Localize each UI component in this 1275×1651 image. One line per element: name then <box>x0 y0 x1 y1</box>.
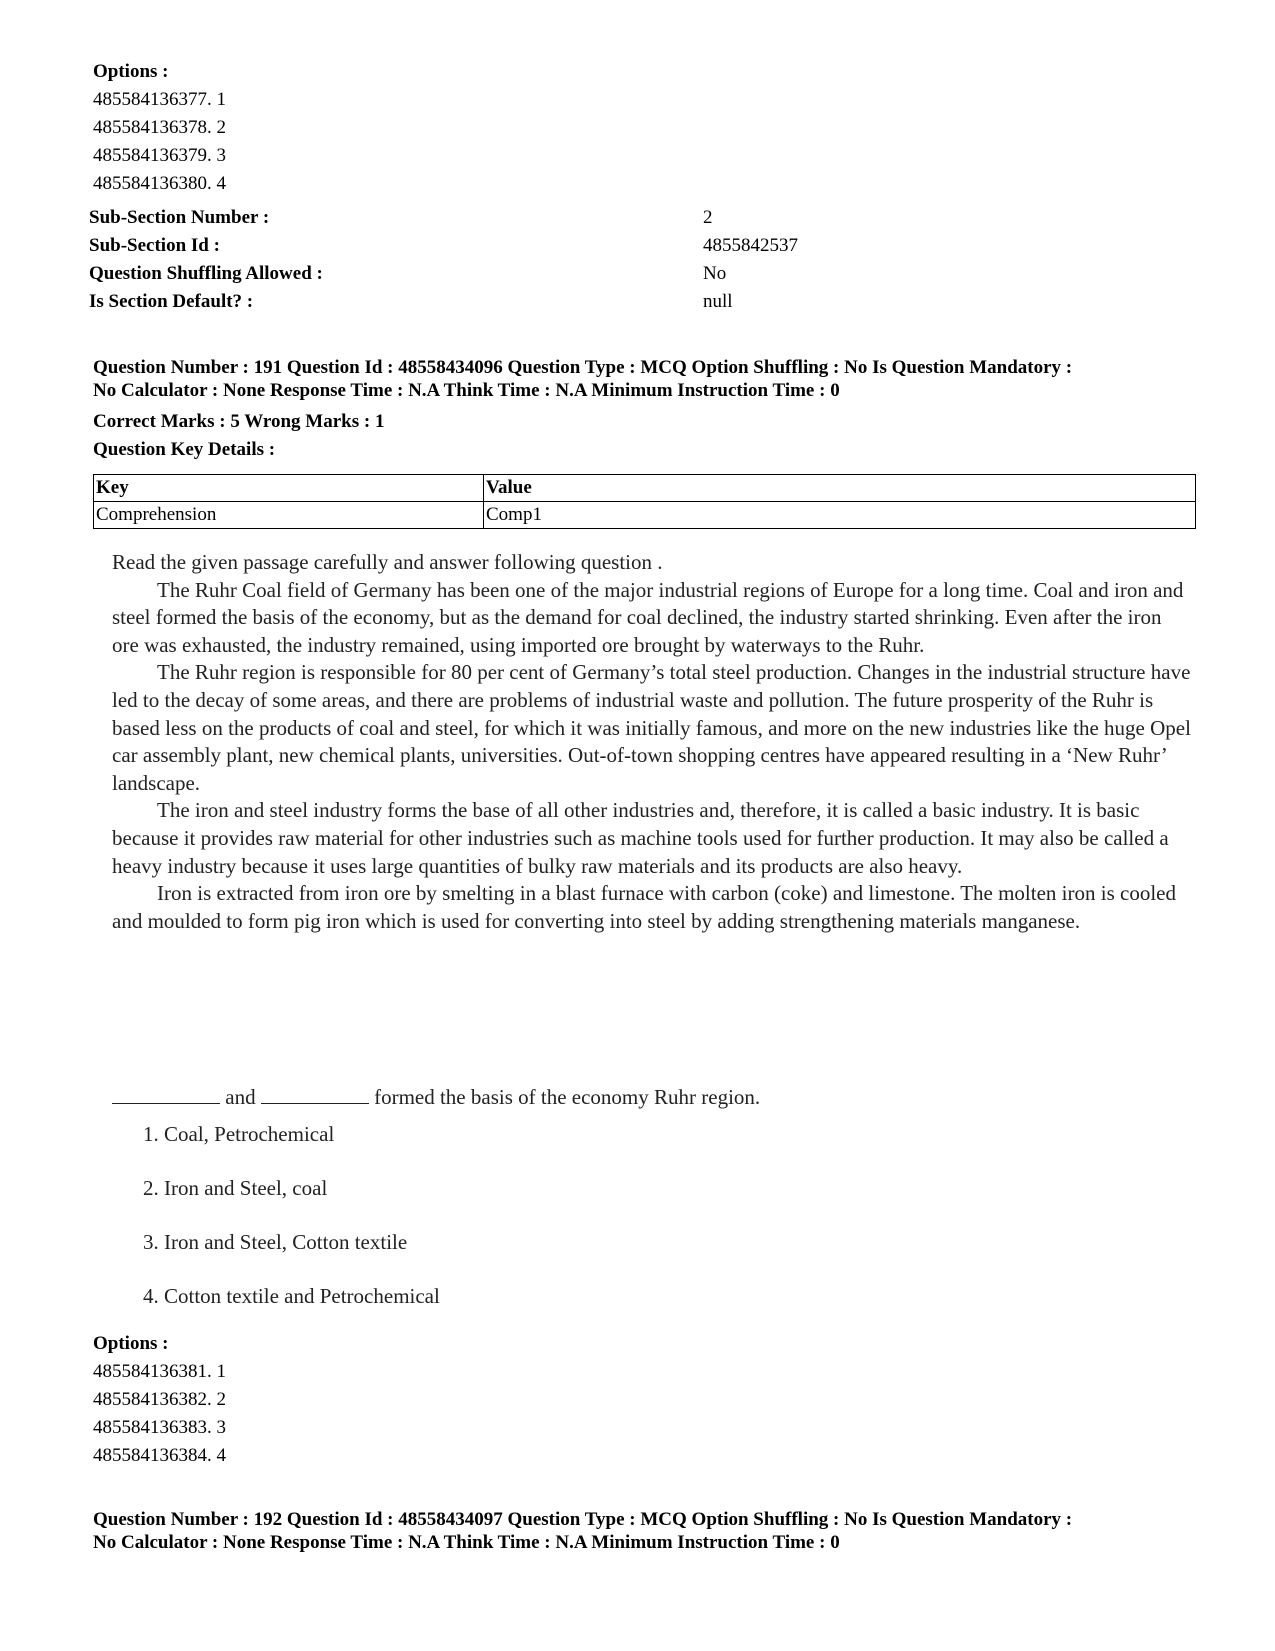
question-stem-mid: and <box>225 1085 256 1109</box>
answer-choice: 3. Iron and Steel, Cotton textile <box>143 1230 408 1254</box>
options-list <box>93 1358 226 1470</box>
table-header-row <box>94 475 1196 502</box>
answer-choice: 1. Coal, Petrochemical <box>143 1122 335 1146</box>
passage-paragraph: The Ruhr Coal field of Germany has been one of the major industrial regions of Europe for a long time. Coal and iron and steel formed the basis of the economy, but as the demand for coal declined, the industry started shrinking. Even after the iron ore was exhausted, the industry remained, using imported ore brought by waterways to the Ruhr. <box>112 577 1184 657</box>
subsection-info <box>89 207 1089 322</box>
table-row <box>94 502 1196 529</box>
field-value: No <box>703 263 727 284</box>
table-header-key: Key <box>94 475 484 502</box>
passage-intro: Read the given passage carefully and answer following question . <box>112 550 663 574</box>
field-value: 4855842537 <box>703 235 798 256</box>
option-item: 485584136380. 4 <box>93 173 226 194</box>
option-item: 485584136382. 2 <box>93 1389 226 1410</box>
option-item: 485584136384. 4 <box>93 1445 226 1466</box>
option-item: 485584136381. 1 <box>93 1361 226 1382</box>
blank-1 <box>112 1087 220 1104</box>
options-heading: Options : <box>93 61 169 82</box>
question-header-line2: No Calculator : None Response Time : N.A Think Time : N.A Minimum Instruction Time : 0 <box>93 1532 840 1553</box>
field-label: Sub-Section Number : <box>89 207 270 228</box>
field-value: 2 <box>703 207 713 228</box>
options-heading: Options : <box>93 1333 169 1354</box>
blank-2 <box>261 1087 369 1104</box>
option-item: 485584136379. 3 <box>93 145 226 166</box>
passage-paragraph: Iron is extracted from iron ore by smelting in a blast furnace with carbon (coke) and limestone. The molten iron is cooled and moulded to form pig iron which is used for converting into steel by adding strengthening materials manganese. <box>112 881 1176 933</box>
options-list <box>93 86 226 198</box>
answer-choice: 2. Iron and Steel, coal <box>143 1176 328 1200</box>
question-stem <box>112 1085 760 1110</box>
table-cell-key: Comprehension <box>94 502 484 529</box>
option-item: 485584136378. 2 <box>93 117 226 138</box>
field-label: Question Shuffling Allowed : <box>89 263 323 284</box>
key-details-heading: Question Key Details : <box>93 439 276 460</box>
key-details-table <box>93 474 1196 529</box>
passage-paragraph: The Ruhr region is responsible for 80 per cent of Germany’s total steel production. Changes in the industrial structure have led to the decay of some areas, and there are problems of industrial waste and pollution. The future prosperity of the Ruhr is based less on the products of coal and steel, for which it was initially famous, and more on the new industries like the huge Opel car assembly plant, new chemical plants, universities. Out-of-town shopping centres have appeared resulting in a ‘New Ruhr’ landscape. <box>112 660 1191 795</box>
answer-choice: 4. Cotton textile and Petrochemical <box>143 1284 440 1308</box>
answer-choices <box>143 1122 743 1322</box>
field-label: Sub-Section Id : <box>89 235 220 256</box>
field-value: null <box>703 291 733 312</box>
question-header-line2: No Calculator : None Response Time : N.A Think Time : N.A Minimum Instruction Time : 0 <box>93 380 840 401</box>
table-cell-value: Comp1 <box>484 502 1196 529</box>
marks-line: Correct Marks : 5 Wrong Marks : 1 <box>93 411 385 432</box>
table-header-value: Value <box>484 475 1196 502</box>
comprehension-passage <box>112 549 1192 935</box>
question-header-line1: Question Number : 191 Question Id : 48558434096 Question Type : MCQ Option Shuffling : No Is Question Mandatory : <box>93 357 1073 378</box>
option-item: 485584136377. 1 <box>93 89 226 110</box>
option-item: 485584136383. 3 <box>93 1417 226 1438</box>
question-stem-end: formed the basis of the economy Ruhr region. <box>374 1085 761 1109</box>
passage-paragraph: The iron and steel industry forms the base of all other industries and, therefore, it is called a basic industry. It is basic because it provides raw material for other industries such as machine tools used for further production. It may also be called a heavy industry because it uses large quantities of bulky raw materials and its products are also heavy. <box>112 798 1169 878</box>
question-header-line1: Question Number : 192 Question Id : 48558434097 Question Type : MCQ Option Shuffling : No Is Question Mandatory : <box>93 1509 1073 1530</box>
field-label: Is Section Default? : <box>89 291 254 312</box>
